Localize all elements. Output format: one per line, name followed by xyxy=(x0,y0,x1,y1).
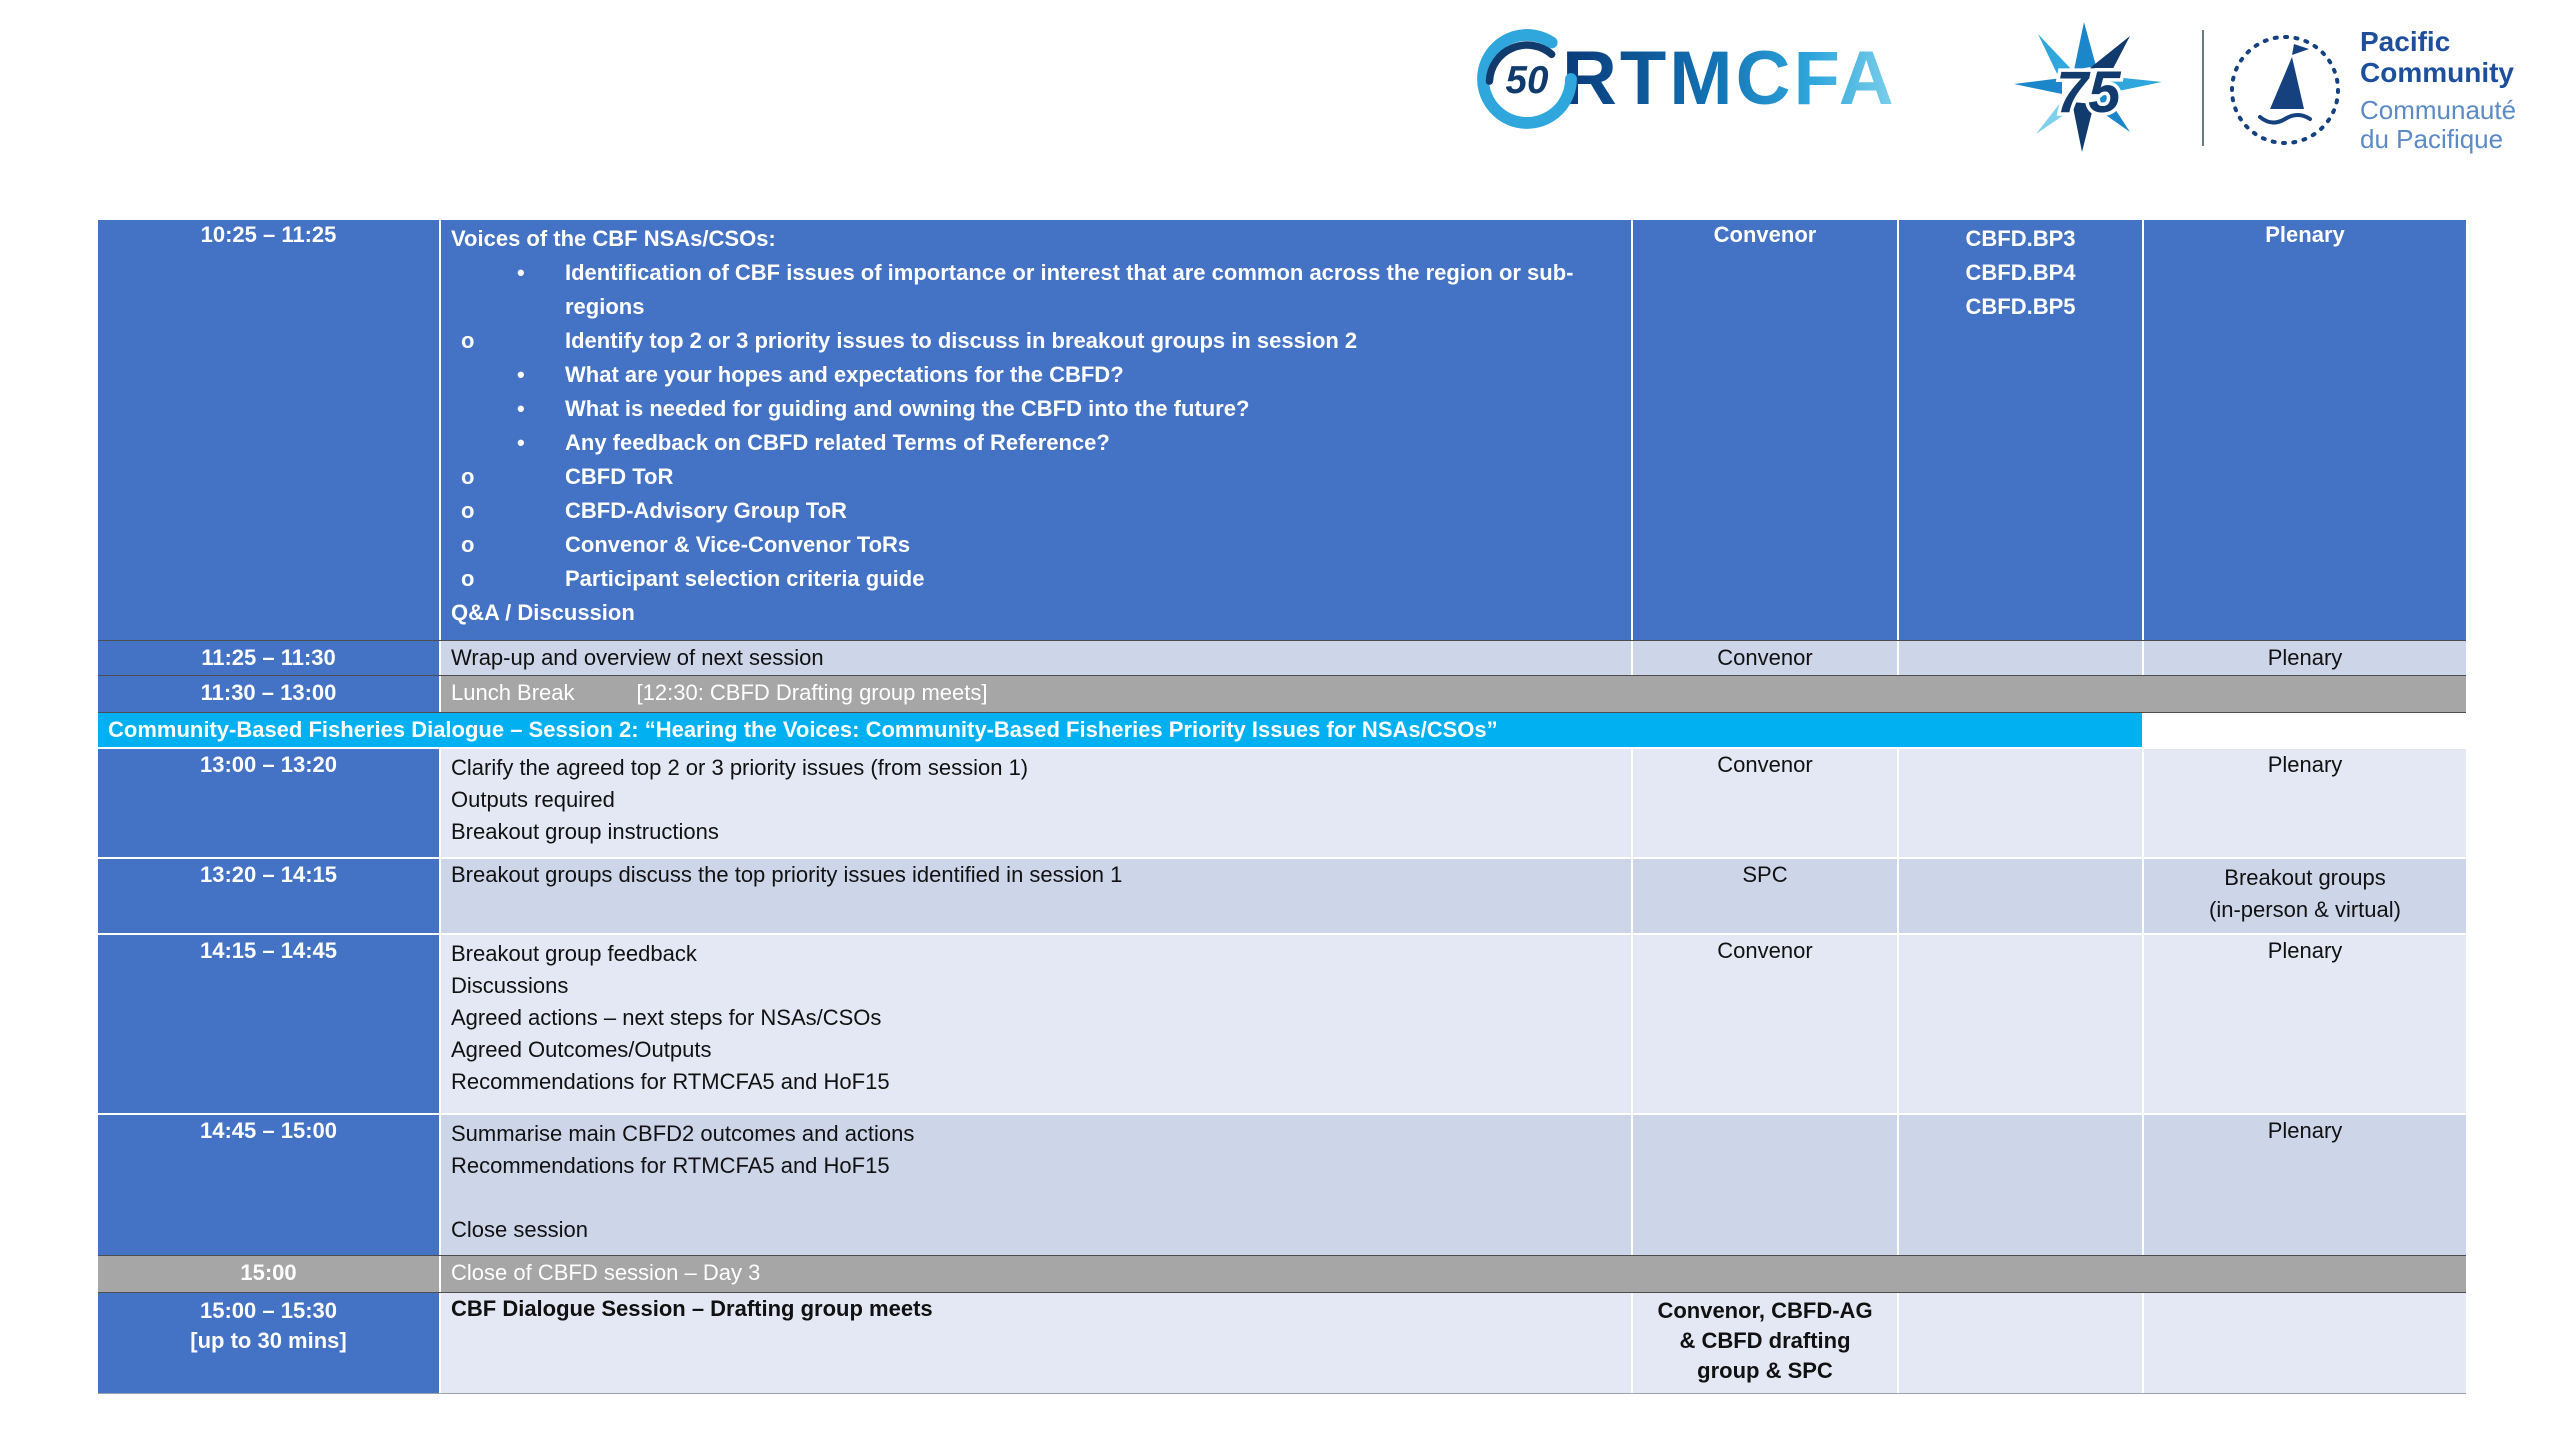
time-cell: 15:00 xyxy=(98,1256,441,1292)
time-cell: 13:00 – 13:20 xyxy=(98,749,441,857)
anniversary-75-logo xyxy=(2012,20,2172,156)
content-line: Summarise main CBFD2 outcomes and actions xyxy=(451,1121,915,1146)
location-cell: Plenary xyxy=(2144,641,2466,675)
bullet-item: o Convenor & Vice-Convenor ToRs xyxy=(461,532,911,557)
papers-cell xyxy=(1899,641,2144,675)
content-line: Recommendations for RTMCFA5 and HoF15 xyxy=(451,1153,890,1178)
bullet-item: • Any feedback on CBFD related Terms of Reference? xyxy=(517,430,1110,455)
agenda-row-breakout-discuss xyxy=(98,857,2466,933)
spc-logo-text xyxy=(2360,26,2516,154)
rtmcfa-swirl-icon xyxy=(1468,20,1586,138)
activity-cell xyxy=(441,935,1633,1113)
time-cell: 11:25 – 11:30 xyxy=(98,641,441,675)
content-line: Agreed actions – next steps for NSAs/CSOs xyxy=(451,1005,882,1030)
session-footer: Q&A / Discussion xyxy=(451,600,635,625)
activity-cell xyxy=(441,749,1633,857)
time-line: 15:00 – 15:30 xyxy=(200,1298,337,1323)
time-cell: 13:20 – 14:15 xyxy=(98,859,441,933)
activity-cell: Wrap-up and overview of next session xyxy=(441,641,1633,675)
convenor-cell: Convenor xyxy=(1633,935,1899,1113)
spc-name-en-line2: Community xyxy=(2360,57,2514,88)
starburst-icon xyxy=(2012,20,2172,156)
content-line: Agreed Outcomes/Outputs xyxy=(451,1037,712,1062)
spc-name-fr-line1: Communauté xyxy=(2360,95,2517,125)
papers-cell xyxy=(1899,220,2144,640)
content-line: Outputs required xyxy=(451,787,615,812)
anniversary-number: 75 xyxy=(2056,60,2121,125)
agenda-row-clarify xyxy=(98,747,2466,857)
convenor-cell: SPC xyxy=(1633,859,1899,933)
papers-cell xyxy=(1899,859,2144,933)
papers-cell xyxy=(1899,749,2144,857)
content-line: Discussions xyxy=(451,973,569,998)
activity-cell xyxy=(441,1115,1633,1255)
activity-cell xyxy=(441,676,2466,712)
time-cell: 11:30 – 13:00 xyxy=(98,676,441,712)
location-cell: Plenary xyxy=(2144,1115,2466,1255)
location-line: Breakout groups xyxy=(2224,865,2386,890)
time-cell: 14:45 – 15:00 xyxy=(98,1115,441,1255)
bullet-item: o Participant selection criteria guide xyxy=(461,566,925,591)
convenor-cell: Convenor xyxy=(1633,749,1899,857)
spc-name-fr-line2: du Pacifique xyxy=(2360,124,2504,154)
spc-emblem-icon xyxy=(2226,31,2344,149)
content-line: Clarify the agreed top 2 or 3 priority issues (from session 1) xyxy=(451,755,1029,780)
location-cell xyxy=(2144,713,2466,747)
rtmcfa-50-badge xyxy=(1468,20,1586,138)
rtmcfa-logo xyxy=(1468,20,1897,138)
location-cell: Plenary xyxy=(2144,220,2466,640)
agenda-row-voices xyxy=(98,220,2466,640)
convenor-cell xyxy=(1633,1115,1899,1255)
time-cell xyxy=(98,1293,441,1393)
location-cell xyxy=(2144,859,2466,933)
logo-divider xyxy=(2202,30,2204,146)
content-line: Recommendations for RTMCFA5 and HoF15 xyxy=(451,1069,890,1094)
convenor-cell xyxy=(1633,1293,1899,1393)
content-line: Breakout group feedback xyxy=(451,941,697,966)
content-line: Breakout group instructions xyxy=(451,819,719,844)
agenda-row-drafting xyxy=(98,1292,2466,1393)
bullet-item: o CBFD ToR xyxy=(461,464,674,489)
paper-ref: CBFD.BP4 xyxy=(1965,260,2076,285)
location-cell: Plenary xyxy=(2144,749,2466,857)
bullet-item: • What are your hopes and expectations for the CBFD? xyxy=(517,362,1124,387)
agenda-row-close xyxy=(98,1255,2466,1292)
agenda-table xyxy=(98,220,2466,1394)
agenda-row-wrapup xyxy=(98,640,2466,675)
lunch-note: [12:30: CBFD Drafting group meets] xyxy=(636,680,988,705)
location-cell xyxy=(2144,1293,2466,1393)
time-cell: 14:15 – 14:45 xyxy=(98,935,441,1113)
rtmcfa-badge-number: 50 xyxy=(1505,58,1549,102)
convenor-line: Convenor, CBFD-AG xyxy=(1657,1298,1873,1323)
convenor-line: group & SPC xyxy=(1697,1358,1833,1383)
convenor-cell: Convenor xyxy=(1633,641,1899,675)
activity-cell xyxy=(441,220,1633,640)
paper-ref: CBFD.BP3 xyxy=(1965,226,2076,251)
bullet-item: o Identify top 2 or 3 priority issues to discuss in breakout groups in session 2 xyxy=(461,328,1358,353)
content-line xyxy=(451,1182,1621,1214)
time-line: [up to 30 mins] xyxy=(190,1328,347,1353)
spc-logo xyxy=(2226,26,2516,154)
spc-name-en-line1: Pacific xyxy=(2360,26,2451,57)
agenda-row-breakout-feedback xyxy=(98,933,2466,1113)
convenor-line: & CBFD drafting xyxy=(1679,1328,1851,1353)
session-title: Voices of the CBF NSAs/CSOs: xyxy=(451,226,776,251)
content-line: Close session xyxy=(451,1217,588,1242)
bullet-item: • What is needed for guiding and owning the CBFD into the future? xyxy=(517,396,1250,421)
agenda-row-session2-header xyxy=(98,712,2466,747)
activity-cell: Breakout groups discuss the top priority issues identified in session 1 xyxy=(441,859,1633,933)
session-header-banner: Community-Based Fisheries Dialogue – Session 2: “Hearing the Voices: Community-Based Fisheries Priority Issues for NSAs/CSOs” xyxy=(98,713,2144,747)
lunch-label: Lunch Break xyxy=(451,680,575,705)
time-cell: 10:25 – 11:25 xyxy=(98,220,441,640)
activity-cell: CBF Dialogue Session – Drafting group meets xyxy=(441,1293,1633,1393)
bullet-item: o CBFD-Advisory Group ToR xyxy=(461,498,847,523)
rtmcfa-wordmark: RTMCFA xyxy=(1562,20,1897,138)
agenda-row-lunch xyxy=(98,675,2466,712)
paper-ref: CBFD.BP5 xyxy=(1965,294,2076,319)
location-cell: Plenary xyxy=(2144,935,2466,1113)
bullet-item: • Identification of CBF issues of importance or interest that are common across the region or sub-regions xyxy=(517,260,1574,319)
papers-cell xyxy=(1899,1293,2144,1393)
location-line: (in-person & virtual) xyxy=(2209,897,2401,922)
convenor-cell: Convenor xyxy=(1633,220,1899,640)
papers-cell xyxy=(1899,1115,2144,1255)
agenda-row-summarise xyxy=(98,1113,2466,1255)
activity-cell: Close of CBFD session – Day 3 xyxy=(441,1256,2466,1292)
papers-cell xyxy=(1899,935,2144,1113)
